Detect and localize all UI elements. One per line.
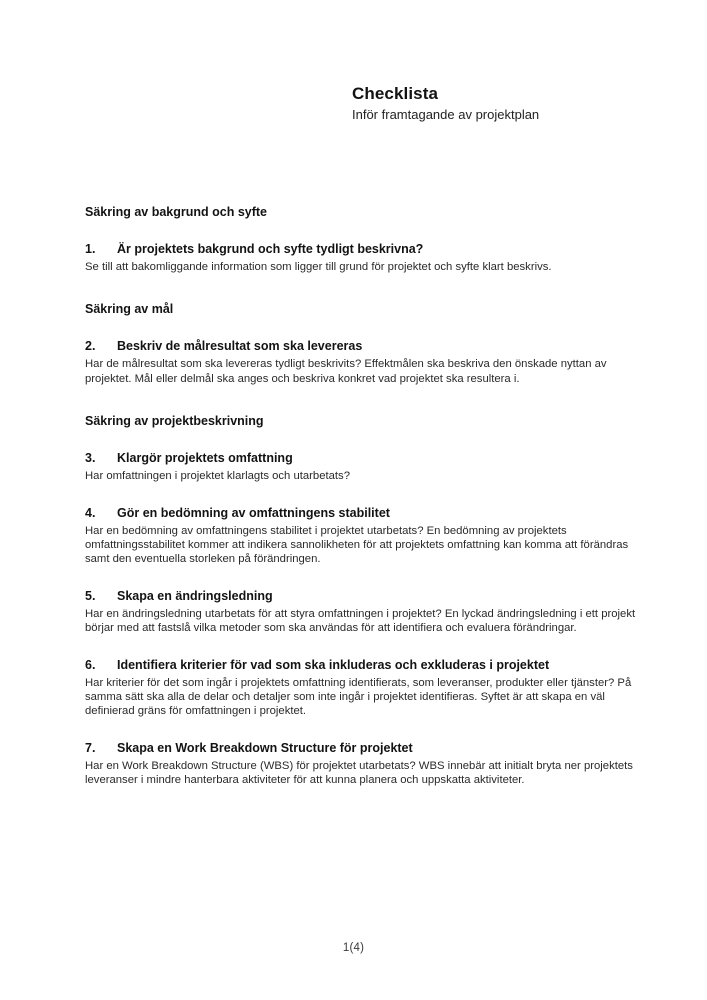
page-footer [0,938,707,956]
checklist-item-label: Skapa en ändringsledning [117,588,273,603]
checklist-item-label: Klargör projektets omfattning [117,451,293,466]
checklist-item-number: 7. [85,740,96,755]
section-group [85,205,637,274]
checklist-item-body: Har omfattningen i projektet klarlagts och utarbetats? [85,470,350,483]
spacer [85,429,637,451]
checklist-item-label: Gör en bedömning av omfattningens stabilitet [117,505,390,520]
spacer [85,567,637,589]
checklist-item-number: 4. [85,505,96,520]
page-subtitle: Inför framtagande av projektplan [352,107,540,122]
checklist-item [85,589,637,636]
checklist-item-title [85,242,637,257]
spacer [85,636,637,658]
checklist-item-body: Har en ändringsledning utarbetats för att styra omfattningen i projektet? En lyckad ändringsledning i ett projekt börjar med att fastslå vilka metoder som ska användas för att identifiera och evaluera förändringar. [85,607,636,635]
checklist-item-title [85,506,637,521]
document-body [85,205,637,788]
spacer [85,719,637,741]
checklist-item-title [85,589,637,604]
checklist-item-label: Skapa en Work Breakdown Structure för projektet [117,740,413,755]
checklist-item-body: Har en bedömning av omfattningens stabilitet i projektet utarbetats? En bedömning av projektets omfattningsstabilitet kommer att indikera sannolikheten för att projektets omfattning kan komma att förändras samt den eventuella storleken på förändringen. [85,524,629,566]
page-number: 1(4) [342,942,365,954]
checklist-item-body: Har de målresultat som ska levereras tydligt beskrivits? Effektmålen ska beskriva den önskade nyttan av projektet. Mål eller delmål ska anges och beskriva konkret vad projektet ska resultera i. [85,358,607,385]
checklist-item-title [85,451,637,466]
checklist-item-title [85,339,637,354]
checklist-item-body: Se till att bakomliggande information som ligger till grund för projektet och syfte klart beskrivs. [85,261,552,273]
checklist-item [85,339,637,386]
checklist-item-body: Har kriterier för det som ingår i projektets omfattning identifierats, som leveranser, produkter eller tjänster? På samma sätt ska alla de delar och detaljer som inte ingår i projektet identifieras. Syftet är att skapa en väl definierad gräns för omfattningen i projektet. [85,676,632,718]
section-group [85,302,637,386]
section-heading: Säkring av bakgrund och syfte [85,205,267,219]
checklist-item [85,658,637,719]
checklist-item-number: 6. [85,657,96,672]
checklist-item-body: Har en Work Breakdown Structure (WBS) för projektet utarbetats? WBS innebär att initialt bryta ner projektets leveranser i mindre hanterbara aktiviteter för att kunna planera och uppskatta aktiviteter. [85,759,633,787]
checklist-item-title [85,741,637,756]
section-heading: Säkring av projektbeskrivning [85,414,264,429]
page-title: Checklista [352,84,439,103]
checklist-item [85,506,637,567]
checklist-item-number: 2. [85,339,96,354]
document-header [352,84,652,123]
spacer [85,274,637,302]
spacer [85,484,637,506]
section-heading: Säkring av mål [85,302,174,317]
checklist-item-number: 1. [85,242,96,256]
checklist-item-label: Är projektets bakgrund och syfte tydligt beskrivna? [117,242,424,256]
spacer [85,386,637,414]
checklist-item-number: 5. [85,588,96,603]
section-group [85,414,637,787]
checklist-item [85,242,637,274]
checklist-item [85,741,637,788]
spacer [85,317,637,339]
checklist-item-title [85,658,637,673]
checklist-item [85,451,637,483]
checklist-item-label: Identifiera kriterier för vad som ska inkluderas och exkluderas i projektet [117,657,550,672]
checklist-item-number: 3. [85,451,96,466]
spacer [85,220,637,242]
checklist-item-label: Beskriv de målresultat som ska levereras [117,339,363,354]
